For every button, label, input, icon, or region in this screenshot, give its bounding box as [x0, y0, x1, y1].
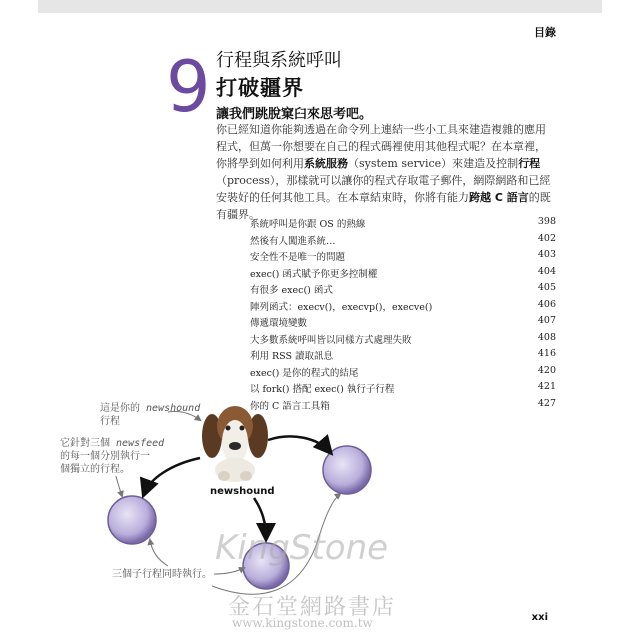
toc-entry-page: 421 — [537, 381, 556, 392]
watermark-store: 金石堂網路書店 — [228, 595, 397, 620]
watermark-brand: KingStone — [215, 528, 389, 568]
note-newshound-process — [100, 402, 200, 428]
intro-term-3: 跨越 C 語言 — [469, 191, 529, 204]
toc-entry-title: 陣列函式：execv()，execvp()，execve() — [250, 301, 433, 313]
toc-entry-title: 安全性不是唯一的問題 — [250, 252, 346, 263]
toc-entry-title: 有很多 exec() 函式 — [250, 285, 333, 296]
intro-term-1: 系統服務 — [304, 157, 348, 170]
toc-entry-title: 然後有人闖進系統… — [250, 235, 336, 247]
note-arrow-left — [116, 476, 122, 496]
note-concurrent: 三個子行程同時執行。 — [112, 569, 212, 580]
arrow-to-right-child — [268, 436, 330, 452]
toc-entry-title: 以 fork() 搭配 exec() 執行子行程 — [250, 384, 395, 395]
toc-entry-page: 406 — [537, 298, 556, 310]
toc-entry-page: 402 — [537, 232, 556, 244]
lead-sentence: 讓我們跳脫窠臼來思考吧。 — [216, 107, 373, 122]
note-arrow-bottom-mid — [214, 568, 244, 574]
chapter-number: 9 — [166, 46, 211, 128]
toc-entry-title: 利用 RSS 讀取訊息 — [250, 351, 334, 362]
intro-part-4: 的既有疆界。 — [216, 191, 551, 221]
intro-part-2: （system service）來建造及控制 — [348, 157, 519, 170]
toc-entry-title: 大多數系統呼叫皆以同樣方式處理失敗 — [250, 334, 412, 346]
toc-entry-title: exec() 是你的程式的結尾 — [250, 367, 359, 379]
toc-entry-page: 405 — [537, 282, 556, 293]
intro-part-1: 你已經知道你能夠透過在命令列上連結一些小工具來建造複雜的應用程式，但萬一你想要在自己的程式碼裡使用其他程式呢？在本章裡，你將學到如何利用 — [216, 123, 546, 170]
toc-entry-page: 427 — [537, 397, 556, 409]
note-newsfeed-text-2: 的每一個分別執行一 — [60, 451, 150, 462]
child-process-left — [108, 496, 156, 544]
toc-entry-page: 420 — [537, 364, 556, 376]
toc-entry-title: exec() 函式賦予你更多控制權 — [250, 268, 378, 280]
note-newsfeed-text-3: 個獨立的行程。 — [60, 464, 130, 475]
note-newshound-text-2: 行程 — [100, 416, 120, 427]
toc-entry-page: 403 — [537, 249, 556, 260]
toc-entry-title: 系統呼叫是你跟 OS 的熱線 — [250, 219, 366, 230]
page-number: xxi — [531, 612, 548, 623]
toc-entry-page: 416 — [537, 348, 556, 359]
newshound-dog-image — [200, 402, 270, 482]
toc-entry-page: 404 — [537, 265, 556, 277]
toc-entry-page: 408 — [537, 331, 556, 343]
toc-entry-title: 你的 C 語言工具箱 — [250, 400, 330, 412]
intro-term-2: 行程 — [518, 157, 541, 170]
toc-entry-title: 傳遞環境變數 — [250, 318, 308, 329]
section-label: 目錄 — [534, 26, 556, 39]
note-newsfeed-text-1: 它針對三個 — [60, 438, 110, 449]
intro-part-3: （process），那樣就可以讓你的程式存取電子郵件，網際網路和已經安裝好的任何其他工具。在本章結束時，你將有能力 — [216, 174, 551, 204]
note-newsfeed-italic: newsfeed — [116, 438, 165, 449]
toc-entry-page: 407 — [537, 315, 556, 326]
note-arrow-bottom-left — [150, 540, 168, 566]
toc-entry-page: 398 — [537, 216, 556, 227]
note-newshound-text-1: 這是你的 — [100, 403, 140, 414]
newshound-label: newshound — [210, 486, 275, 497]
note-newshound-italic: newshound — [146, 403, 201, 414]
watermark-url: www.kingstone.com.tw — [232, 616, 373, 630]
chapter-title: 打破疆界 — [216, 76, 304, 100]
note-newsfeed — [60, 437, 164, 476]
chapter-subtitle: 行程與系統呼叫 — [216, 50, 342, 71]
child-process-right — [323, 446, 371, 494]
